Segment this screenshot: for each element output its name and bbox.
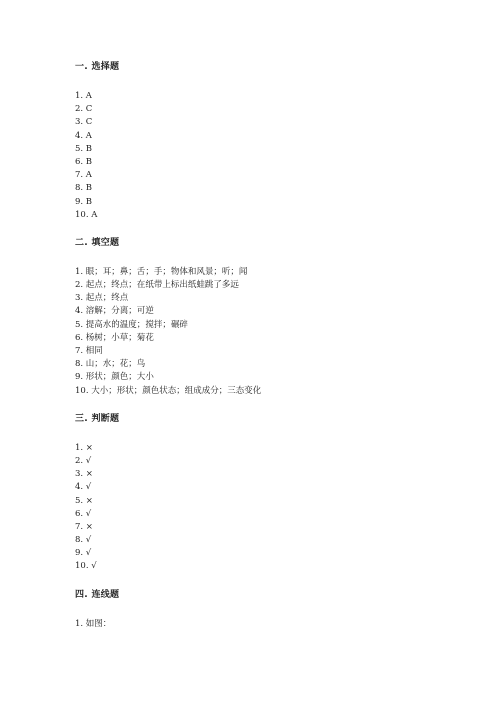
answer-item: 2. 起点；终点；在纸带上标出纸蛙跳了多远 (75, 280, 239, 291)
answer-item: 6. B (75, 156, 93, 167)
section-title: 三. 判断题 (75, 413, 120, 424)
answer-item: 3. × (75, 469, 93, 480)
answer-item: 10. 大小；形状；颜色状态；组成成分；三态变化 (75, 385, 262, 396)
answer-item: 2. C (75, 104, 93, 115)
answer-item: 5. × (75, 495, 93, 506)
answer-item: 1. A (75, 91, 92, 101)
answer-item: 6. 杨树；小草；菊花 (75, 332, 154, 343)
answer-item: 7. A (75, 170, 92, 181)
answer-item: 1. 眼；耳；鼻；舌；手；物体和风景；听；闻 (75, 266, 248, 277)
answer-item: 1. × (75, 442, 93, 453)
answer-item: 8. 山；水；花；鸟 (75, 359, 146, 370)
section-spacer (75, 398, 435, 412)
section-spacer (75, 574, 435, 588)
answer-item: 5. 提高水的温度；搅拌；碾碎 (75, 319, 188, 330)
answer-item: 1. 如图： (75, 618, 112, 629)
section-fill-in-blank (75, 236, 435, 398)
section-matching (75, 588, 435, 631)
answer-item: 4. 溶解；分离；可逆 (75, 306, 154, 317)
answer-item: 10. A (75, 209, 98, 220)
answer-item: 9. B (75, 196, 93, 207)
section-multiple-choice (75, 60, 435, 222)
answer-item: 10. √ (75, 561, 97, 572)
answer-item: 9. √ (75, 548, 92, 559)
answer-item: 8. √ (75, 535, 92, 546)
answer-item: 4. √ (75, 482, 92, 493)
section-title: 一. 选择题 (75, 62, 120, 72)
section-title: 四. 连线题 (75, 589, 120, 600)
answer-list (75, 90, 435, 222)
answer-list (75, 618, 435, 631)
answer-list (75, 442, 435, 574)
answer-item: 5. B (75, 143, 93, 154)
answer-sheet (75, 60, 435, 631)
answer-list (75, 266, 435, 398)
section-spacer (75, 222, 435, 236)
section-true-false (75, 412, 435, 574)
section-title: 二. 填空题 (75, 237, 120, 248)
answer-item: 7. 相同 (75, 346, 103, 356)
answer-item: 9. 形状；颜色；大小 (75, 372, 154, 383)
answer-item: 4. A (75, 130, 92, 141)
answer-item: 8. B (75, 183, 93, 194)
answer-item: 2. √ (75, 455, 92, 466)
answer-item: 3. 起点；终点 (75, 293, 129, 304)
answer-item: 6. √ (75, 508, 92, 519)
answer-item: 3. C (75, 117, 93, 128)
answer-item: 7. × (75, 521, 93, 532)
